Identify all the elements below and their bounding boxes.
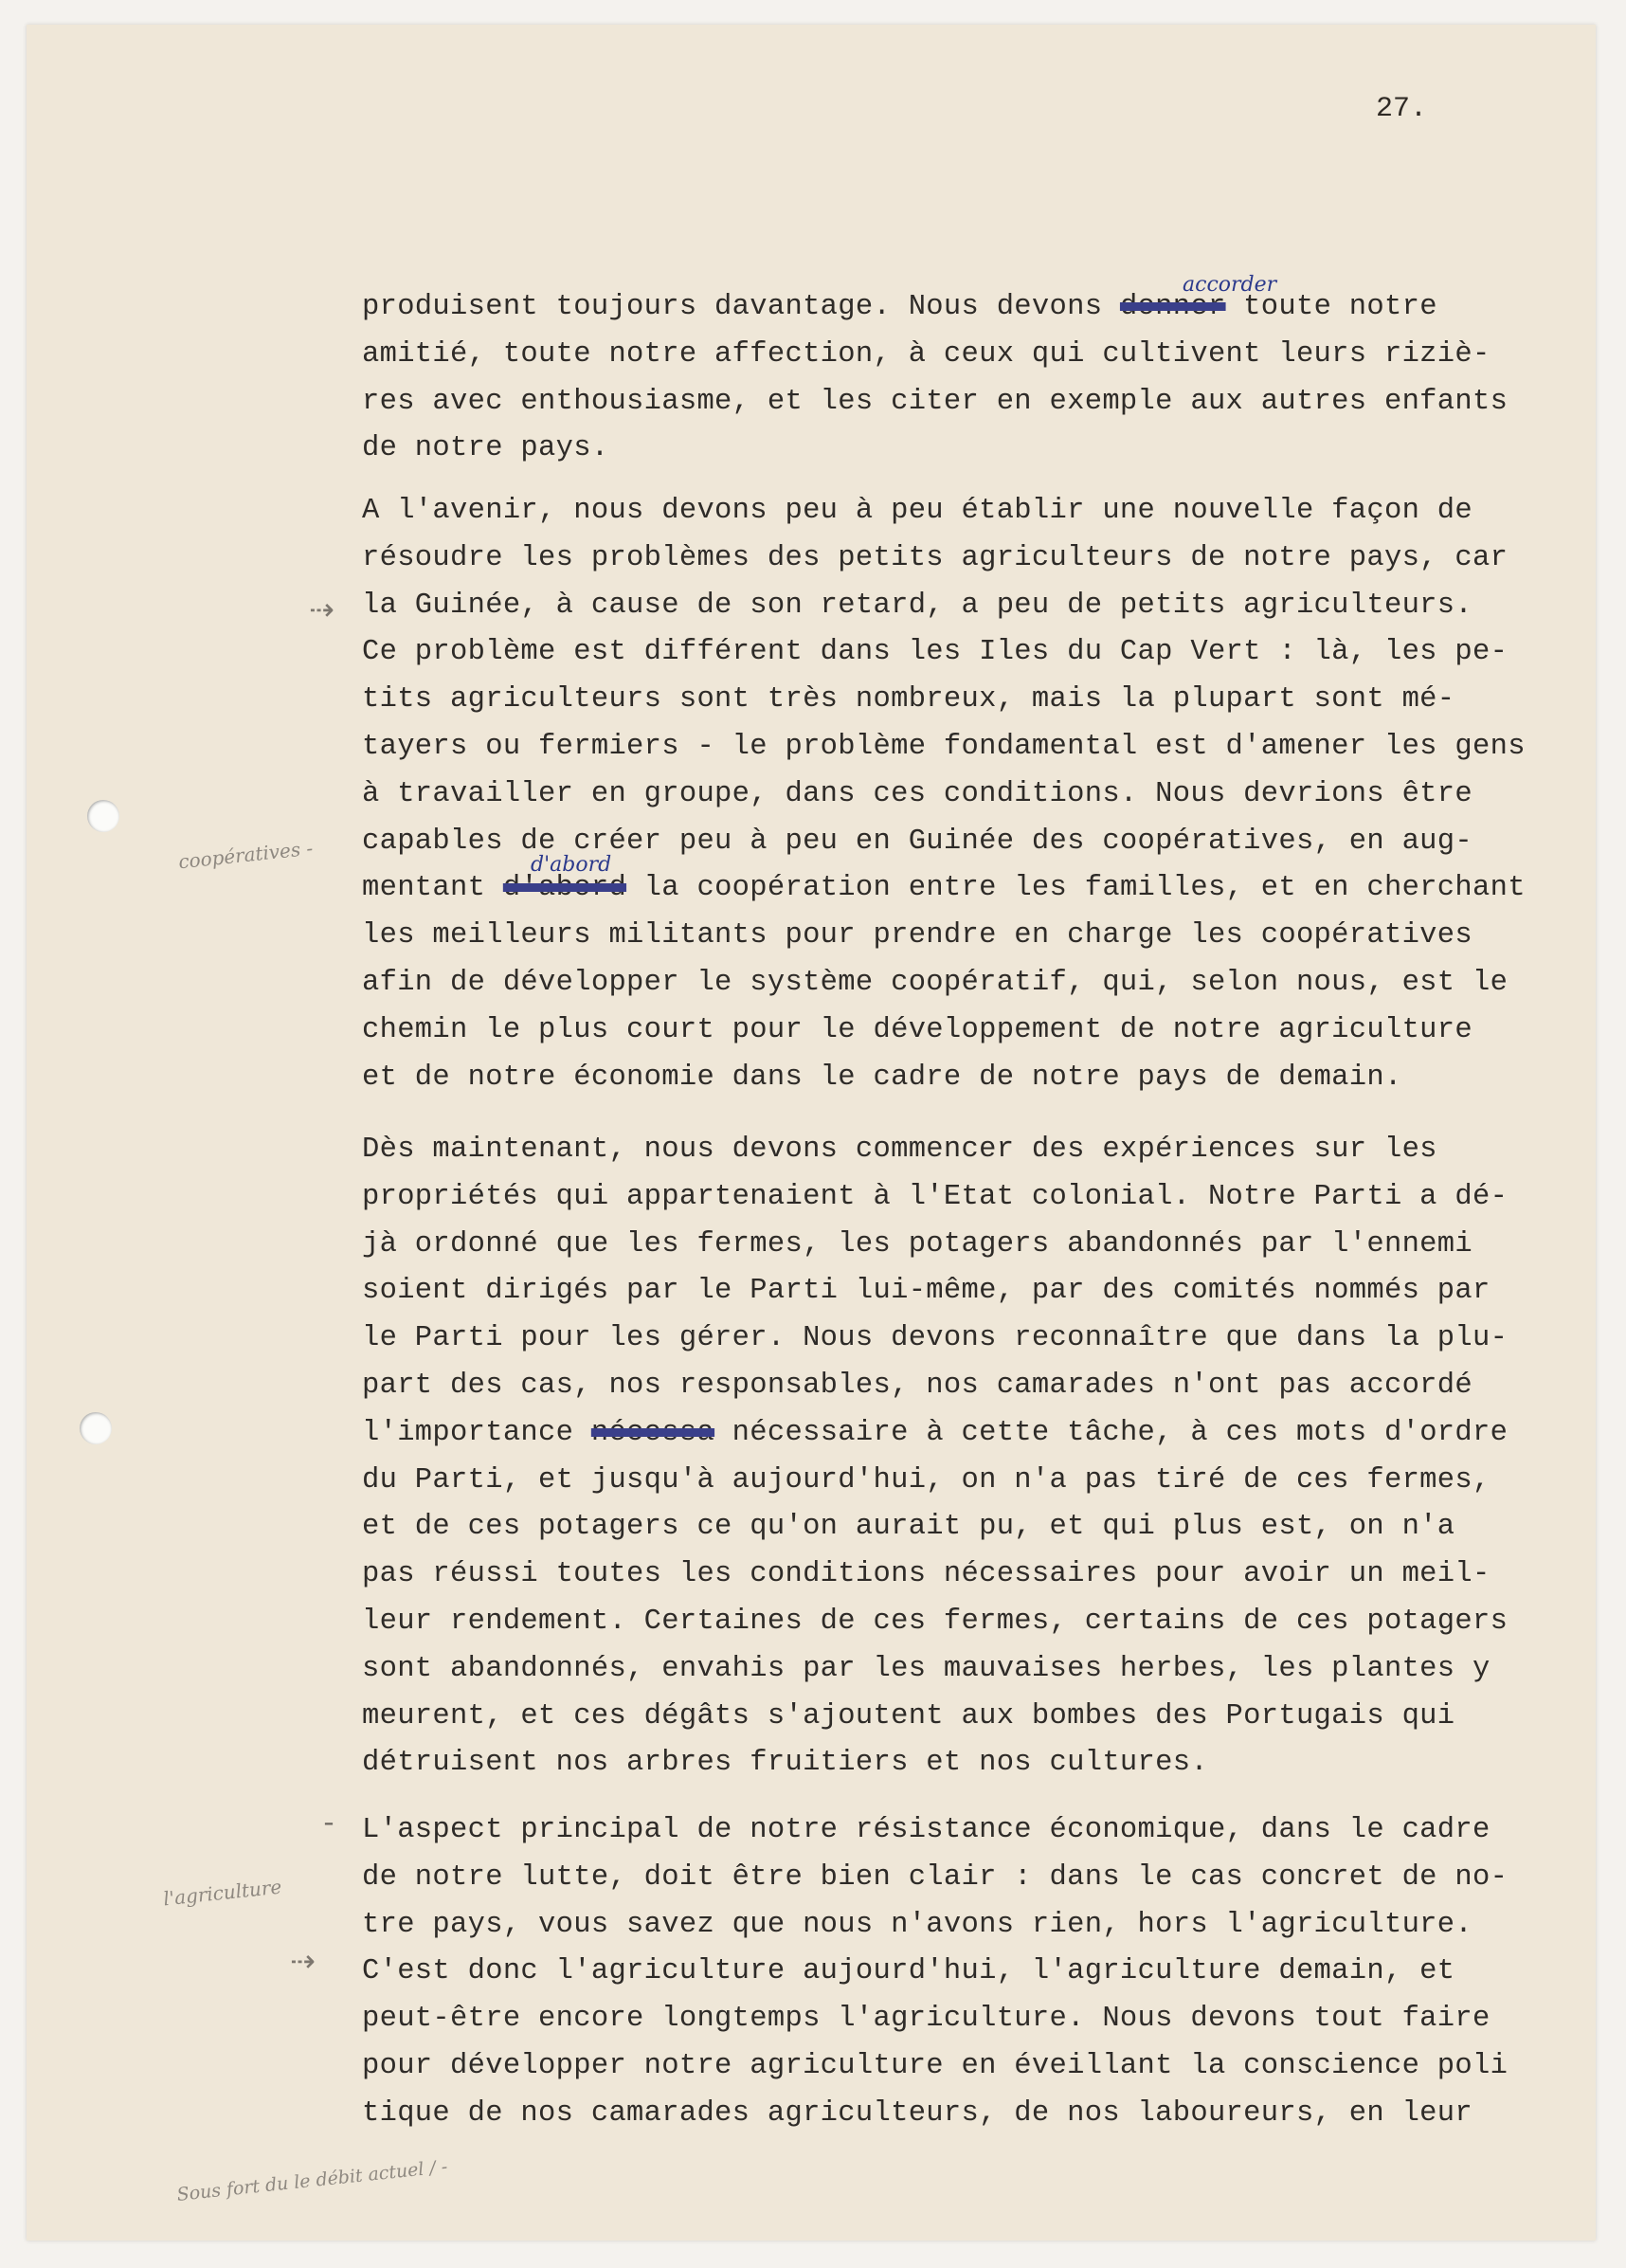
text-line [362, 284, 1594, 332]
margin-dash-mark: - [320, 1808, 338, 1841]
text-segment: tique de nos camarades agriculteurs, de nos laboureurs, en leur [362, 2096, 1472, 2130]
text-segment: chemin le plus court pour le développement de notre agriculture [362, 1013, 1472, 1046]
text-segment: produisent toujours davantage. Nous devons [362, 291, 1120, 323]
struck-word: donner [1119, 291, 1226, 323]
margin-note-bottom: Sous fort du le débit actuel / - [175, 2156, 449, 2205]
text-segment: A l'avenir, nous devons peu à peu établir une nouvelle façon de [362, 495, 1472, 527]
text-segment: res avec enthousiasme, et les citer en exemple aux autres enfants [362, 385, 1509, 418]
text-segment: tayers ou fermiers - le problème fondamental est d'amener les gens [362, 730, 1526, 763]
paragraph-4 [362, 1807, 1594, 2138]
punch-hole-bottom [80, 1412, 112, 1444]
text-segment: pour développer notre agriculture en éveillant la conscience poli [362, 2049, 1509, 2082]
text-line [362, 1807, 1594, 1855]
text-line [362, 1315, 1594, 1363]
page-number: 27. [1376, 93, 1428, 125]
handwritten-insert-dabord: d'abord [531, 853, 612, 877]
text-segment: de notre lutte, doit être bien clair : dans le cas concret de no- [362, 1860, 1509, 1894]
text-segment: et de ces potagers ce qu'on aurait pu, et qui plus est, on n'a [362, 1511, 1455, 1544]
text-line [362, 1855, 1594, 1902]
text-segment: pas réussi toutes les conditions nécessaires pour avoir un meil- [362, 1558, 1490, 1591]
text-line [362, 426, 1594, 473]
struck-word: nécessa [590, 1416, 715, 1449]
text-segment: C'est donc l'agriculture aujourd'hui, l'agriculture demain, et [362, 1955, 1455, 1988]
text-segment: la coopération entre les familles, et en cherchant [626, 872, 1526, 905]
text-segment: la Guinée, à cause de son retard, a peu de petits agriculteurs. [362, 589, 1472, 622]
text-segment: capables de créer peu à peu en Guinée des coopératives, en aug- [362, 825, 1472, 858]
text-segment: propriétés qui appartenaient à l'Etat colonial. Notre Parti a dé- [362, 1180, 1509, 1213]
text-line [362, 771, 1594, 819]
text-line [362, 1458, 1594, 1505]
handwritten-insert-accorder: accorder [1183, 273, 1277, 297]
paragraph-2 [362, 488, 1594, 1101]
text-line [362, 2043, 1594, 2091]
text-segment: afin de développer le système coopératif, qui, selon nous, est le [362, 966, 1509, 999]
text-line [362, 1174, 1594, 1222]
text-segment: à travailler en groupe, dans ces conditions. Nous devrions être [362, 777, 1472, 810]
text-segment: tits agriculteurs sont très nombreux, mais la plupart sont mé- [362, 683, 1455, 717]
text-segment: mentant [362, 872, 503, 905]
text-segment: sont abandonnés, envahis par les mauvaises herbes, les plantes y [362, 1652, 1490, 1685]
text-segment: jà ordonné que les fermes, les potagers abandonnés par l'ennemi [362, 1227, 1472, 1261]
text-line [362, 535, 1594, 583]
text-segment: résoudre les problèmes des petits agriculteurs de notre pays, car [362, 541, 1509, 574]
text-line [362, 1127, 1594, 1174]
text-line [362, 1363, 1594, 1410]
punch-hole-top [87, 800, 119, 832]
text-line [362, 1996, 1594, 2043]
text-segment: détruisent nos arbres fruitiers et nos cultures. [362, 1747, 1208, 1780]
text-line [362, 1694, 1594, 1741]
text-line [362, 1646, 1594, 1694]
text-line [362, 1410, 1594, 1458]
text-line [362, 1902, 1594, 1950]
text-line [362, 913, 1594, 960]
text-segment: peut-être encore longtemps l'agriculture. Nous devons tout faire [362, 2003, 1490, 2036]
text-line [362, 677, 1594, 724]
text-line [362, 1504, 1594, 1551]
text-segment: tre pays, vous savez que nous n'avons rien, hors l'agriculture. [362, 1908, 1472, 1941]
text-segment: et de notre économie dans le cadre de notre pays de demain. [362, 1061, 1402, 1094]
text-segment: l'importance [362, 1416, 591, 1449]
paragraph-3 [362, 1127, 1594, 1787]
text-segment: toute notre [1225, 291, 1437, 323]
text-line [362, 724, 1594, 771]
text-line [362, 1268, 1594, 1315]
text-line [362, 1007, 1594, 1055]
text-segment: les meilleurs militants pour prendre en charge les coopératives [362, 919, 1472, 953]
text-segment: meurent, et ces dégâts s'ajoutent aux bombes des Portugais qui [362, 1699, 1455, 1733]
text-line [362, 1222, 1594, 1269]
struck-word: d'abord [502, 872, 627, 905]
margin-note-cooperatives: coopératives - [177, 836, 315, 874]
text-segment: nécessaire à cette tâche, à ces mots d'ordre [714, 1416, 1509, 1449]
text-segment: part des cas, nos responsables, nos camarades n'ont pas accordé [362, 1369, 1472, 1402]
text-line [362, 1551, 1594, 1599]
text-line [362, 488, 1594, 535]
text-segment: le Parti pour les gérer. Nous devons reconnaître que dans la plu- [362, 1322, 1509, 1355]
text-line [362, 2091, 1594, 2138]
text-segment: amitié, toute notre affection, à ceux qui cultivent leurs riziè- [362, 337, 1490, 371]
text-segment: soient dirigés par le Parti lui-même, par des comités nommés par [362, 1275, 1490, 1308]
text-segment: du Parti, et jusqu'à aujourd'hui, on n'a pas tiré de ces fermes, [362, 1463, 1490, 1497]
text-segment: Ce problème est différent dans les Iles du Cap Vert : là, les pe- [362, 636, 1509, 669]
text-line [362, 960, 1594, 1007]
text-segment: de notre pays. [362, 432, 609, 465]
text-line [362, 379, 1594, 426]
paragraph-1 [362, 284, 1594, 473]
text-line [362, 629, 1594, 677]
margin-arrow-mark: ⇢ [309, 591, 334, 627]
text-line [362, 1949, 1594, 1996]
text-line [362, 1740, 1594, 1787]
text-line [362, 1055, 1594, 1102]
text-line [362, 332, 1594, 379]
text-segment: L'aspect principal de notre résistance économique, dans le cadre [362, 1814, 1490, 1846]
text-segment: Dès maintenant, nous devons commencer des expériences sur les [362, 1134, 1437, 1166]
text-segment: leur rendement. Certaines de ces fermes, certains de ces potagers [362, 1605, 1509, 1638]
text-line [362, 1599, 1594, 1646]
margin-arrow-mark: ⇢ [290, 1943, 316, 1979]
text-line [362, 583, 1594, 630]
margin-note-agriculture: l'agriculture [162, 1875, 283, 1911]
